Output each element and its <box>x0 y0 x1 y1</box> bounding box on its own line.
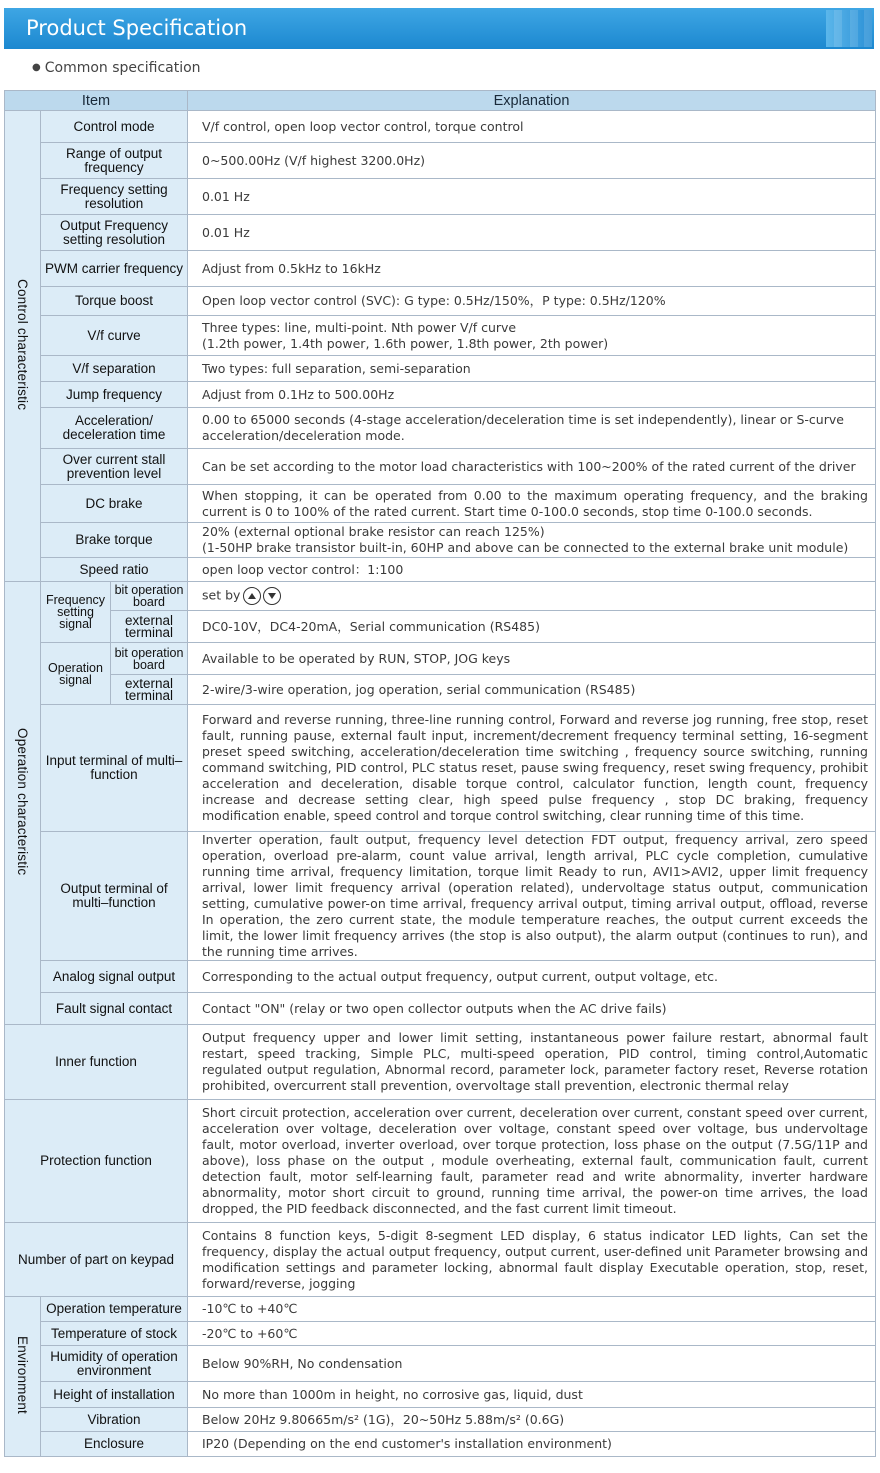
row-label: Fault signal contact <box>41 993 188 1025</box>
row-value: Corresponding to the actual output frequency, output current, output voltage, etc. <box>188 961 876 993</box>
table-row <box>5 832 876 961</box>
row-label: Acceleration/ deceleration time <box>41 408 188 449</box>
table-row <box>5 111 876 143</box>
table-row <box>5 316 876 356</box>
table-row <box>5 251 876 287</box>
table-row <box>5 675 876 705</box>
row-value: Adjust from 0.1Hz to 500.00Hz <box>188 382 876 408</box>
row-value: Inverter operation, fault output, frequency level detection FDT output, frequency arrival, zero speed operation, overload pre-alarm, count value arrival, length arrival, PLC cycle completion, cumulative running time arrival, frequency limitation, torque limit Ready to run, AVI1>AVI2, upper limit frequency arrival, lower limit frequency arrival (operation related), undervoltage status output, communication setting, cumulative power-on time arrival, frequency arrival output, timing arrival output, offload, reverse In operation, the zero current state, the module temperature reaches, the output current exceeds the limit, the lower limit frequency arrives (the stop is also output), the alarm output (continues to run), and the running time arrives. <box>188 832 876 961</box>
row-value: DC0-10V，DC4-20mA，Serial communication (RS485) <box>188 611 876 643</box>
row-label: Torque boost <box>41 287 188 316</box>
table-row <box>5 705 876 832</box>
table-row <box>5 1322 876 1346</box>
group-operation: Operation characteristic <box>5 582 41 1025</box>
table-row <box>5 611 876 643</box>
page-title: Product Specification <box>26 16 248 40</box>
row-label: Control mode <box>41 111 188 143</box>
table-row <box>5 558 876 582</box>
row-value: Contact "ON" (relay or two open collector outputs when the AC drive fails) <box>188 993 876 1025</box>
row-label: Speed ratio <box>41 558 188 582</box>
table-row <box>5 408 876 449</box>
row-label: Frequency setting resolution <box>41 179 188 215</box>
sub-label: bit operation board <box>111 582 188 611</box>
bullet-icon: ● <box>32 62 41 73</box>
row-label: Output terminal of multi–function <box>41 832 188 961</box>
row-value: Adjust from 0.5kHz to 16kHz <box>188 251 876 287</box>
sub-label: bit operation board <box>111 643 188 675</box>
row-label: Inner function <box>5 1025 188 1100</box>
table-row <box>5 382 876 408</box>
row-value: 0~500.00Hz (V/f highest 3200.0Hz) <box>188 143 876 179</box>
row-value: Open loop vector control (SVC): G type: 0.5Hz/150%，P type: 0.5Hz/120% <box>188 287 876 316</box>
table-row <box>5 523 876 558</box>
row-value: Contains 8 function keys, 5-digit 8-segment LED display, 6 status indicator LED lights, Can set the frequency, display the actual output frequency, output current, user-defined unit Parameter browsing and modification settings and parameter locking, abnormal fault display Executable operation, stop, reset, forward/reverse, jogging <box>188 1223 876 1297</box>
row-value <box>188 582 876 611</box>
row-value-line: (1-50HP brake transistor built-in, 60HP and above can be connected to the external brake unit module) <box>202 540 849 555</box>
row-value: Below 90%RH, No condensation <box>188 1346 876 1382</box>
table-row <box>5 961 876 993</box>
row-value: Forward and reverse running, three-line running control, Forward and reverse jog running, free stop, reset fault, running pause, external fault input, increment/decrement frequency terminal setting, 16-segment preset speed switching, acceleration/deceleration time switching , frequency source switching, running command switching, PID control, PLC status reset, pause swing frequency, reset swing frequency, prohibit acceleration and deceleration, disable torque control, calculator function, length count, frequency increase and decrease setting clear, high speed pulse frequency , stop DC braking, frequency modification enable, speed control and torque control switching, clear running time of this time. <box>188 705 876 832</box>
row-label: Range of output frequency <box>41 143 188 179</box>
row-label: Operation temperature <box>41 1297 188 1322</box>
table-row <box>5 449 876 485</box>
row-value-line: 20% (external optional brake resistor can reach 125%) <box>202 524 545 539</box>
down-arrow-icon <box>263 587 281 605</box>
row-value: Available to be operated by RUN, STOP, JOG keys <box>188 643 876 675</box>
table-row <box>5 1408 876 1432</box>
table-row <box>5 582 876 611</box>
row-value: 0.00 to 65000 seconds (4-stage acceleration/deceleration time is set independently), linear or S-curve acceleration/deceleration mode. <box>188 408 876 449</box>
row-value <box>188 316 876 356</box>
row-label: Protection function <box>5 1100 188 1223</box>
row-value: 2-wire/3-wire operation, jog operation, serial communication (RS485) <box>188 675 876 705</box>
row-label: Operation signal <box>41 643 111 705</box>
table-row <box>5 1432 876 1457</box>
row-label: Humidity of operation environment <box>41 1346 188 1382</box>
sub-label: external terminal <box>111 675 188 705</box>
row-value: V/f control, open loop vector control, torque control <box>188 111 876 143</box>
table-row <box>5 179 876 215</box>
row-value: Two types: full separation, semi-separation <box>188 356 876 382</box>
table-row <box>5 1100 876 1223</box>
row-value: Below 20Hz 9.80665m/s² (1G)，20~50Hz 5.88m/s² (0.6G) <box>188 1408 876 1432</box>
row-label: Analog signal output <box>41 961 188 993</box>
table-row <box>5 287 876 316</box>
set-by-text: set by <box>202 587 241 603</box>
row-label: Temperature of stock <box>41 1322 188 1346</box>
row-value: When stopping, it can be operated from 0.00 to the maximum operating frequency, and the braking current is 0 to 100% of the rated current. Start time 0-100.0 seconds, stop time 0-100.0 seconds. <box>188 485 876 523</box>
header-explanation: Explanation <box>188 91 876 111</box>
row-value: Short circuit protection, acceleration over current, deceleration over current, constant speed over current, acceleration over voltage, deceleration over voltage, constant speed over voltage, bus undervoltage fault, motor overload, inverter overload, over torque protection, loss phase on the output (7.5G/11P and above), loss phase on the output , module overheating, external fault, communication fault, current detection fault, motor self-learning fault, parameter read and write abnormality, inverter hardware abnormality, motor short circuit to ground, running time arrival, the power-on time arrives, the load dropped, the PID feedback disconnected, and the fast current limit timeout. <box>188 1100 876 1223</box>
row-value: Can be set according to the motor load characteristics with 100~200% of the rated current of the driver <box>188 449 876 485</box>
row-label: Brake torque <box>41 523 188 558</box>
row-label: Frequency setting signal <box>41 582 111 643</box>
table-row <box>5 1025 876 1100</box>
row-label: V/f curve <box>41 316 188 356</box>
row-value-line: Three types: line, multi-point. Nth power V/f curve <box>202 319 517 335</box>
row-value: -20℃ to +60℃ <box>188 1322 876 1346</box>
row-label: PWM carrier frequency <box>41 251 188 287</box>
row-label: Over current stall prevention level <box>41 449 188 485</box>
table-row <box>5 485 876 523</box>
sub-label: external terminal <box>111 611 188 643</box>
row-label: Output Frequency setting resolution <box>41 215 188 251</box>
table-row <box>5 1382 876 1408</box>
row-label: V/f separation <box>41 356 188 382</box>
row-label: Input terminal of multi–function <box>41 705 188 832</box>
table-row <box>5 356 876 382</box>
row-value <box>188 523 876 558</box>
table-row <box>5 993 876 1025</box>
table-row <box>5 1297 876 1322</box>
table-row <box>5 143 876 179</box>
group-environment: Environment <box>5 1297 41 1457</box>
banner-decoration <box>826 10 872 47</box>
row-value: IP20 (Depending on the end customer's installation environment) <box>188 1432 876 1457</box>
row-value: open loop vector control：1:100 <box>188 558 876 582</box>
row-value-line: (1.2th power, 1.4th power, 1.6th power, 1.8th power, 2th power) <box>202 335 609 351</box>
row-label: Number of part on keypad <box>5 1223 188 1297</box>
header-item: Item <box>5 91 188 111</box>
up-arrow-icon <box>243 587 261 605</box>
row-value: 0.01 Hz <box>188 215 876 251</box>
table-row <box>5 1223 876 1297</box>
table-row <box>5 215 876 251</box>
row-value: Output frequency upper and lower limit setting, instantaneous power failure restart, abnormal fault restart, speed tracking, Simple PLC, multi-speed operation, PID control, timing control,Automatic regulated output regulation, Abnormal record, parameter lock, parameter factory reset, Reverse rotation prohibited, overcurrent stall prevention, overvoltage stall prevention, electronic thermal relay <box>188 1025 876 1100</box>
row-label: DC brake <box>41 485 188 523</box>
spec-table <box>4 90 876 1457</box>
row-label: Jump frequency <box>41 382 188 408</box>
row-value: No more than 1000m in height, no corrosive gas, liquid, dust <box>188 1382 876 1408</box>
row-value: 0.01 Hz <box>188 179 876 215</box>
row-value: -10℃ to +40℃ <box>188 1297 876 1322</box>
table-header-row <box>5 91 876 111</box>
row-label: Enclosure <box>41 1432 188 1457</box>
row-label: Vibration <box>41 1408 188 1432</box>
subheading-text: Common specification <box>44 60 201 76</box>
row-label: Height of installation <box>41 1382 188 1408</box>
table-row <box>5 643 876 675</box>
title-banner <box>4 8 874 49</box>
group-control: Control characteristic <box>5 111 41 582</box>
section-subheading <box>32 60 201 76</box>
table-row <box>5 1346 876 1382</box>
